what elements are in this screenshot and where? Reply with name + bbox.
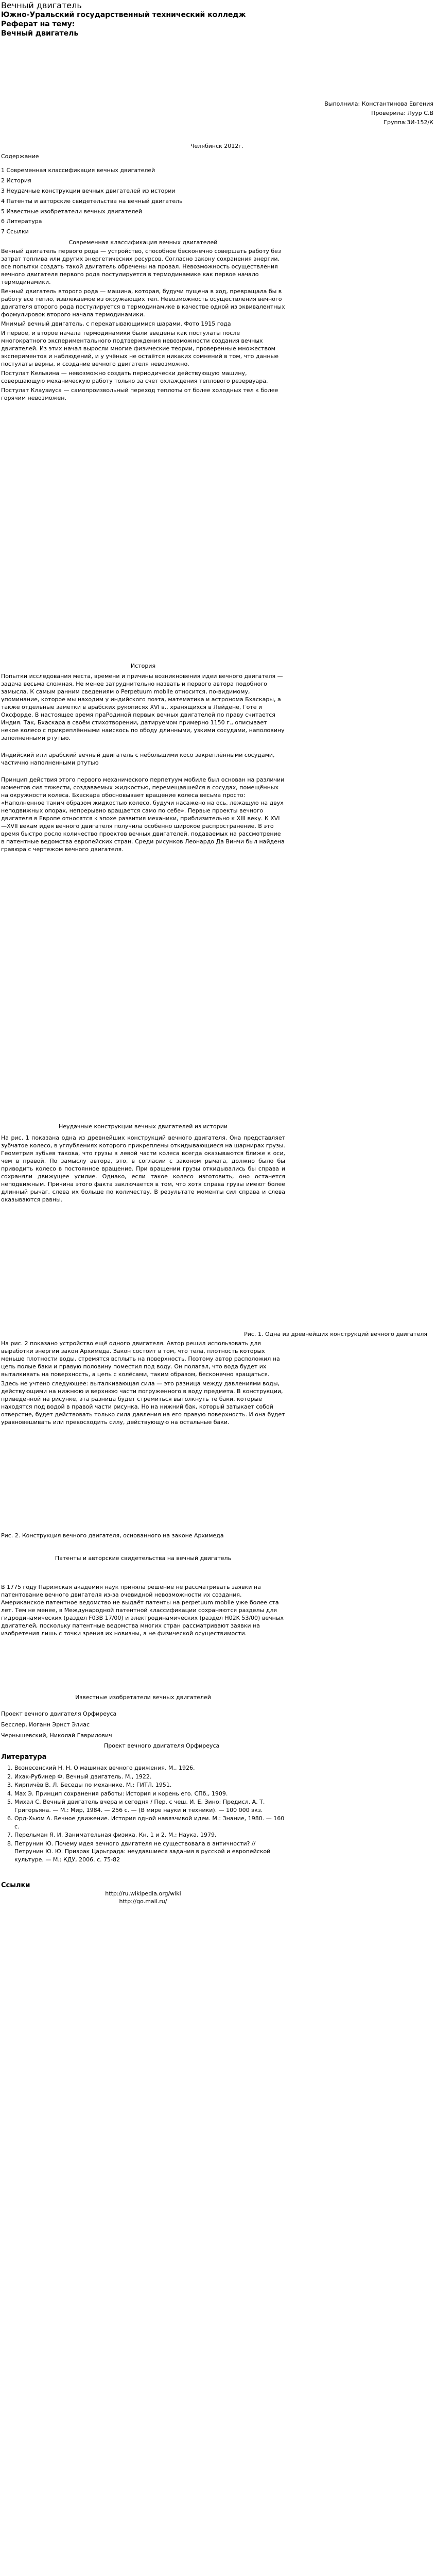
failed-body — [1, 1340, 285, 1428]
literature-items — [1, 1764, 285, 1863]
paragraph: Индийский или арабский вечный двигатель с небольшими косо закреплёнными сосудами, частично наполненными ртутью — [1, 752, 275, 766]
paragraph: В 1775 году Парижская академия наук приняла решение не рассматривать заявки на патентование вечного двигателя из-за очевидной невозможности их создания. Американское патентное ведомство не выдаёт патенты на perpetuum mobile уже более ста лет. Тем не менее, в Международной патентной классификации сохраняются разделы для гидродинамических (раздел F03B 17/00) и электродинамических (раздел H02K 53/00) вечных двигателей, поскольку патентные ведомства многих стран рассматривают заявки на изобретения лишь с точки зрения их новизны, а не физической осуществимости. — [1, 1584, 284, 1637]
literature-item: 4. Мах Э. Принцип сохранения работы: История и корень его. СПб., 1909. — [14, 1790, 285, 1798]
toc-item[interactable]: 3 Неудачные конструкции вечных двигателей из истории — [1, 188, 176, 194]
section-title-links: Ссылки — [1, 1882, 30, 1889]
paragraph: Постулат Кельвина — невозможно создать периодически действующую машину, совершающую механическую работу только за счет охлаждения теплового резервуара. — [1, 370, 268, 384]
toc-item[interactable]: 7 Ссылки — [1, 228, 29, 235]
report-topic: Вечный двигатель — [1, 29, 79, 38]
paragraph: Принцип действия этого первого механического перпетуум мобиле был основан на различии моментов сил тяжести, создаваемых жидкостью, перемещавшейся в сосудах, помещённых на окружности колеса. Бхаскара обосновывает вращение колеса весьма просто: «Наполненное таким образом жидкостью колесо, будучи насажено на ось, лежащую на двух неподвижных опорах, непрерывно вращается само по себе». Первые проекты вечного двигателя в Европе относятся к эпохе развития механики, приблизительно к XIII веку. К XVI—XVII векам идея вечного двигателя получила особенно широкое распространение. В это время быстро росло количество проектов вечных двигателей, подаваемых на рассмотрение в патентные ведомства европейских стран. Среди рисунков Леонардо Да Винчи был найдена гравюра с чертежом вечного двигателя. — [1, 776, 285, 853]
paragraph: Вечный двигатель второго рода — машина, которая, будучи пущена в ход, превращала бы в работу всё тепло, извлекаемое из окружающих тел. Невозможность осуществления вечного двигателя второго рода постулируется в термодинамике в качестве одной из эквивалентных формулировок второго начала термодинамики. — [1, 288, 285, 318]
section-title-history: История — [130, 663, 156, 669]
link-mail[interactable]: http://go.mail.ru/ — [119, 1898, 167, 1905]
teacher-line: Проверила: Луур С.В — [371, 110, 433, 116]
literature-item: 8. Петрунин Ю. Почему идея вечного двигателя не существовала в античности? // Петрунин Ю. Ю. Призрак Царьграда: неудавшиеся задания в русской и европейской культуре. — М.: КДУ, 2006. с. 75-82 — [14, 1840, 285, 1864]
inventor-item[interactable]: Бесслер, Иоганн Эрнст Элиас — [1, 1721, 90, 1728]
college-name: Южно-Уральский государственный технический колледж — [1, 11, 246, 19]
literature-list — [1, 1764, 285, 1864]
section-title-failed: Неудачные конструкции вечных двигателей из истории — [58, 1123, 228, 1130]
group-line: Группа:3И-152/К — [383, 119, 433, 126]
inventor-caption: Проект вечного двигателя Орфиреуса — [104, 1742, 220, 1749]
author-line: Выполнила: Константинова Евгения — [324, 100, 433, 107]
section-title-classification: Современная классификация вечных двигателей — [68, 239, 218, 246]
inventor-item[interactable]: Чернышевский, Николай Гаврилович — [1, 1732, 112, 1739]
history-body — [1, 672, 285, 855]
section-title-patents: Патенты и авторские свидетельства на вечный двигатель — [55, 1555, 232, 1562]
paragraph: На рис. 2 показано устройство ещё одного двигателя. Автор решил использовать для выработки энергии закон Архимеда. Закон состоит в том, что тела, плотность которых меньше плотности воды, стремятся всплыть на поверхность. Поэтому автор расположил на цепь полые баки и правую половину поместил под воду. Он полагал, что вода будет их выталкивать на поверхность, а цепь с колёсами, таким образом, бесконечно вращаться. — [1, 1340, 280, 1378]
paragraph: Мнимый вечный двигатель, с перекатывающимися шарами. Фото 1915 года — [1, 320, 231, 327]
paragraph: Здесь не учтено следующее: выталкивающая сила — это разница между давлениями воды, действующими на нижнюю и верхнюю части погруженного в воду предмета. В конструкции, приведённой на рисунке, эта разница будет стремиться вытолкнуть те баки, которые находятся под водой в правой части рисунка. Но на нижний бак, который затыкает собой отверстие, будет действовать только сила давления на его правую поверхность. И она будет уравновешивать или превосходить силу, действующую на остальные баки. — [1, 1380, 285, 1426]
paragraph: Постулат Клаузиуса — самопроизвольный переход теплоты от более холодных тел к более горячим невозможен. — [1, 387, 278, 401]
links-list — [1, 1890, 285, 1905]
classification-body — [1, 247, 285, 403]
paragraph: И первое, и второе начала термодинамики были введены как постулаты после многократного экспериментального подтверждения невозможности создания вечных двигателей. Из этих начал выросли многие физические теории, проверенные множеством экспериментов и наблюдений, и у учёных не остаётся никаких сомнений в том, что данные постулаты верны, и создание вечного двигателя невозможно. — [1, 330, 279, 367]
paragraph: Попытки исследования места, времени и причины возникновения идеи вечного двигателя — задача весьма сложная. Не менее затруднительно назвать и первого автора подобного замысла. К самым ранним сведениям о Perpetuum mobile относится, по-видимому, упоминание, которое мы находим у индийского поэта, математика и астронома Бхаскары, а также отдельные заметки в арабских рукописях XVI в., хранящихся в Лейдене, Готе и Оксфорде. В настоящее время праРодиной первых вечных двигателей по праву считается Индия. Так, Бхаскара в своём стихотворении, датируемом примерно 1150 г., описывает некое колесо с прикреплёнными наискось по ободу длинными, узкими сосудами, наполовину заполненными ртутью. — [1, 673, 285, 741]
literature-item: 7. Перельман Я. И. Занимательная физика. Кн. 1 и 2. М.: Наука, 1979. — [14, 1831, 285, 1839]
paragraph: Вечный двигатель первого рода — устройство, способное бесконечно совершать работу без затрат топлива или других энергетических ресурсов. Согласно закону сохранения энергии, все попытки создать такой двигатель обречены на провал. Невозможность осуществления вечного двигателя первого рода постулируется в термодинамике как первое начало термодинамики. — [1, 248, 281, 285]
literature-item: 2. Ихак-Рубинер Ф. Вечный двигатель. М., 1922. — [14, 1773, 285, 1781]
toc-title: Содержание — [1, 153, 39, 160]
toc-item[interactable]: 4 Патенты и авторские свидетельства на вечный двигатель — [1, 198, 183, 205]
toc-item[interactable]: 5 Известные изобретатели вечных двигателей — [1, 208, 143, 215]
literature-item: 6. Орд-Хьюм А. Вечное движение. История одной навязчивой идеи. М.: Знание, 1980. — 160 с. — [14, 1815, 285, 1831]
document-title: Вечный двигатель — [1, 1, 82, 10]
toc-item[interactable]: 6 Литература — [1, 218, 42, 225]
section-title-literature: Литература — [1, 1753, 47, 1761]
toc-item[interactable]: 1 Современная классификация вечных двигателей — [1, 167, 155, 174]
figure-caption-1: Рис. 1. Одна из древнейших конструкций вечного двигателя — [244, 1331, 427, 1337]
paragraph: На рис. 1 показана одна из древнейших конструкций вечного двигателя. Она представляет зубчатое колесо, в углублениях которого прикреплены откидывающиеся на шарнирах грузы. Геометрия зубьев такова, что грузы в левой части колеса всегда оказываются ближе к оси, чем в правой. По замыслу автора, это, в согласии с законом рычага, должно было бы приводить колесо в постоянное вращение. При вращении грузы откидывались бы справа и сохраняли движущее усилие. Однако, если такое колесо изготовить, оно останется неподвижным. Причина этого факта заключается в том, что хотя справа грузы имеют более длинный рычаг, слева их больше по количеству. В результате моменты сил справа и слева оказываются равны. — [1, 1134, 285, 1203]
literature-item: 5. Михал С. Вечный двигатель вчера и сегодня / Пер. с чеш. И. Е. Зино; Предисл. А. Т. Григорьяна. — М.: Мир, 1984. — 256 с. — (В мире науки и техники). — 100 000 экз. — [14, 1798, 285, 1814]
literature-item: 1. Вознесенский Н. Н. О машинах вечного движения. М., 1926. — [14, 1764, 285, 1772]
inventor-item[interactable]: Проект вечного двигателя Орфиреуса — [1, 1710, 117, 1717]
link-wikipedia[interactable]: http://ru.wikipedia.org/wiki — [105, 1890, 181, 1897]
city-year: Челябинск 2012г. — [190, 143, 243, 149]
figure-caption-2: Рис. 2. Конструкция вечного двигателя, основанного на законе Архимеда — [1, 1532, 224, 1539]
report-label: Реферат на тему: — [1, 20, 75, 28]
literature-item: 3. Кирпичёв В. Л. Беседы по механике. М.: ГИТЛ, 1951. — [14, 1781, 285, 1789]
section-title-inventors: Известные изобретатели вечных двигателей — [75, 1694, 211, 1701]
toc-item[interactable]: 2 История — [1, 177, 31, 184]
